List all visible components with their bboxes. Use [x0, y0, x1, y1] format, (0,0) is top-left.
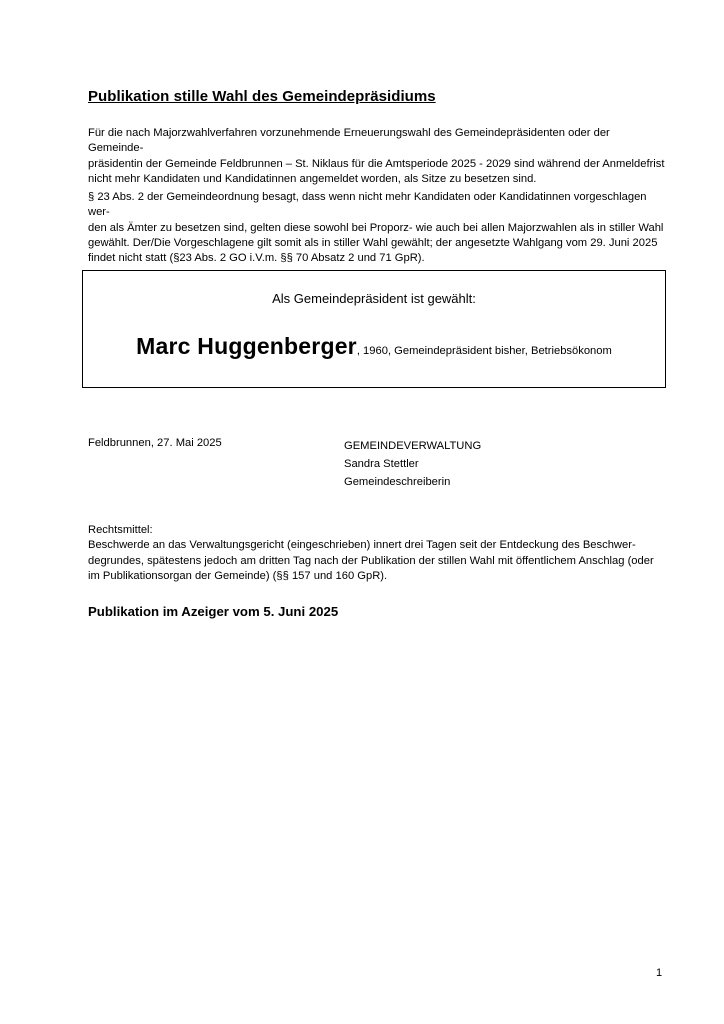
elected-name: Marc Huggenberger — [136, 333, 357, 359]
remedy-text — [88, 538, 668, 584]
page-number: 1 — [656, 967, 663, 979]
elected-line — [83, 333, 665, 360]
publication-note: Publikation im Azeiger vom 5. Juni 2025 — [88, 604, 339, 619]
intro-p2-line: § 23 Abs. 2 der Gemeindeordnung besagt, dass wenn nicht mehr Kandidaten oder Kandidatinnen vorgeschlagen wer- — [88, 191, 647, 219]
intro-paragraph-1 — [88, 126, 668, 187]
intro-p2-line: den als Ämter zu besetzen sind, gelten diese sowohl bei Proporz- wie auch bei allen Majorzwahlen als in stiller Wahl — [88, 221, 664, 234]
signature-person: Sandra Stettler — [344, 458, 419, 470]
intro-p1-line: Für die nach Majorzwahlverfahren vorzunehmende Erneuerungswahl des Gemeindepräsidenten oder der Gemeinde- — [88, 127, 610, 155]
elected-label: Als Gemeindepräsident ist gewählt: — [272, 291, 476, 306]
signature-office: GEMEINDEVERWALTUNG — [344, 440, 482, 452]
intro-p2-line: gewählt. Der/Die Vorgeschlagene gilt somit als in stiller Wahl gewählt; der angesetzte Wahlgang vom 29. Juni 2025 — [88, 237, 658, 250]
intro-paragraph-2 — [88, 190, 668, 266]
signature-role: Gemeindeschreiberin — [344, 476, 451, 488]
signature-block — [344, 437, 481, 491]
remedy-heading: Rechtsmittel: — [88, 524, 153, 536]
remedy-line: Beschwerde an das Verwaltungsgericht (eingeschrieben) innert drei Tagen seit der Entdeckung des Beschwer- — [88, 539, 636, 552]
remedy-line: im Publikationsorgan der Gemeinde) (§§ 157 und 160 GpR). — [88, 569, 388, 582]
intro-p2-line: findet nicht statt (§23 Abs. 2 GO i.V.m. §§ 70 Absatz 2 und 71 GpR). — [88, 252, 425, 265]
intro-p1-line: präsidentin der Gemeinde Feldbrunnen – St. Niklaus für die Amtsperiode 2025 - 2029 sind während der Anmeldefrist — [88, 157, 665, 170]
elected-details: , 1960, Gemeindepräsident bisher, Betriebsökonom — [356, 345, 612, 357]
place-date: Feldbrunnen, 27. Mai 2025 — [88, 437, 222, 449]
intro-section — [88, 126, 668, 270]
page-title: Publikation stille Wahl des Gemeindepräsidiums — [88, 88, 436, 105]
intro-p1-line: nicht mehr Kandidaten und Kandidatinnen angemeldet worden, als Sitze zu besetzen sind. — [88, 172, 537, 185]
remedy-line: degrundes, spätestens jedoch am dritten Tag nach der Publikation der stillen Wahl mit öffentlichem Anschlag (oder — [88, 554, 654, 567]
legal-remedy-section — [88, 523, 668, 584]
election-result-box — [82, 270, 666, 388]
